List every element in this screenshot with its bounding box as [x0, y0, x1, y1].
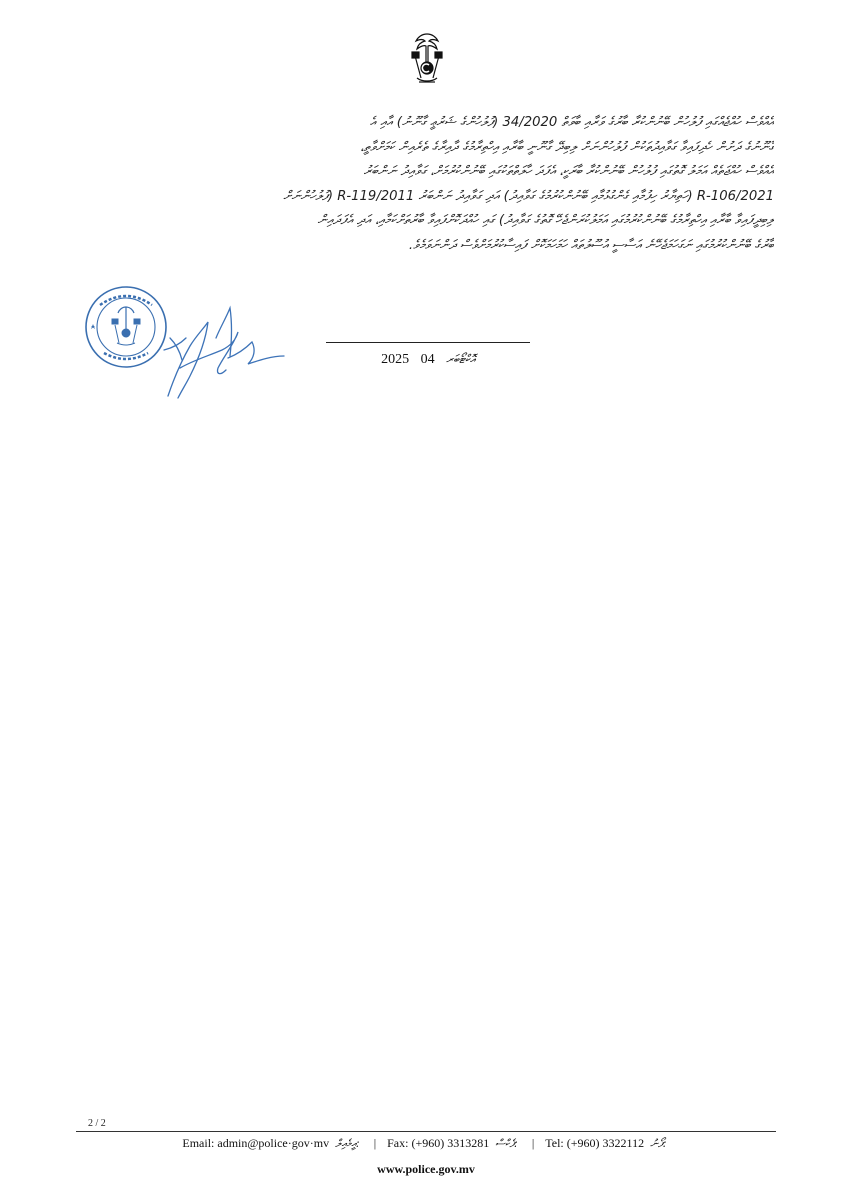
date-month: އޮކްޓޯބަރ [446, 352, 475, 366]
letter-body [74, 111, 774, 259]
letter-line: ލިބިދީފައިވާ ބާރާއި އިހްތިރާމުގެ ބޭނުންކުރުމުގައި އަމަލުކުރަންޖެހޭ ގޮތުގެ ގަވާއިދު) ގައި ހުއްދަކޮށްފައިވާ ބާރުތަށްކަމާއި، އަދި އެފަދައިން [317, 213, 774, 229]
tel-label: Tel: [545, 1136, 564, 1150]
fax-number: (+960) 3313281 [411, 1136, 490, 1150]
letter-date [326, 352, 530, 368]
letter-line: 2021/R-106 (ހަތިޔާރު ހިފުމާއި ގެންގުޅުމާއި ބޭނުންކުރުމުގެ ގަވާއިދު) އަދި ގަވާއިދު ނަންބަރު 2011/R-119 (ފުލުހުންނަށް [283, 188, 774, 204]
email-link[interactable]: admin@police·gov·mv [217, 1136, 330, 1150]
tel-number: (+960) 3322112 [566, 1136, 645, 1150]
signature-line [326, 342, 530, 343]
footer-separator: | [531, 1136, 535, 1150]
footer-contact [76, 1136, 776, 1151]
signature [160, 298, 288, 408]
page-number: 2 / 2 [88, 1118, 106, 1129]
website-link[interactable]: www.police.gov.mv [377, 1162, 475, 1176]
official-stamp [84, 285, 168, 369]
date-year: 2025 [381, 352, 410, 367]
letter-line: އެއްވެސް ހުއްޖެއްގައި ފުލުހުން ބޭނުންކުރާ ބާރުގެ ވަރާއި ބާވަތް 34/2020 (ފުލުހުންގެ ޝަރުޢީ ގާނޫނު) އާއި އެ [369, 115, 774, 130]
email-label-dhivehi: އީމެއިލް: [335, 1137, 360, 1150]
footer-separator: | [373, 1136, 377, 1150]
state-emblem-icon [408, 30, 446, 88]
footer-divider [76, 1131, 776, 1132]
tel-label-dhivehi: ފޯނު: [650, 1137, 667, 1150]
date-day: 04 [420, 352, 435, 367]
letter-line: ގާނޫނުގެ ދަށުން ހެދިފައިވާ ގަވާއިދުތަކުން ފުލުހުންނަށް ލިބިދޭ ގާނޫނީ ބާރާއި އިހްތިރާމުގެ ދާއިރާގެ ތެރެއިން ކަމަށްވާތީ، [360, 139, 774, 155]
fax-label: Fax: [387, 1136, 409, 1150]
fax-label-dhivehi: ފެކްސް: [495, 1137, 518, 1150]
letter-line: އެއްވެސް ހުއްޖަތެއް އަމަލު ގޮތުގައި ފުލުހުން ބޭނުންކުރާ ބާރަކީ، އެފަދަ ހާލަތްތަކުގައި ބޭނުންކުރުމަށް، ގަވާއިދު ނަންބަރު [363, 164, 774, 180]
email-label: Email: [182, 1136, 215, 1150]
letter-line: ބާރުގެ ބޭނުންކުރުމުގައި ނަގަހަމަޖެހޭނެ އަސާސީ އުސޫލުތައް ހަމަހަމަކޮށް ފައިސާކުރުމަށްވެސް ދަންނަވަމެވެ. [408, 237, 774, 253]
